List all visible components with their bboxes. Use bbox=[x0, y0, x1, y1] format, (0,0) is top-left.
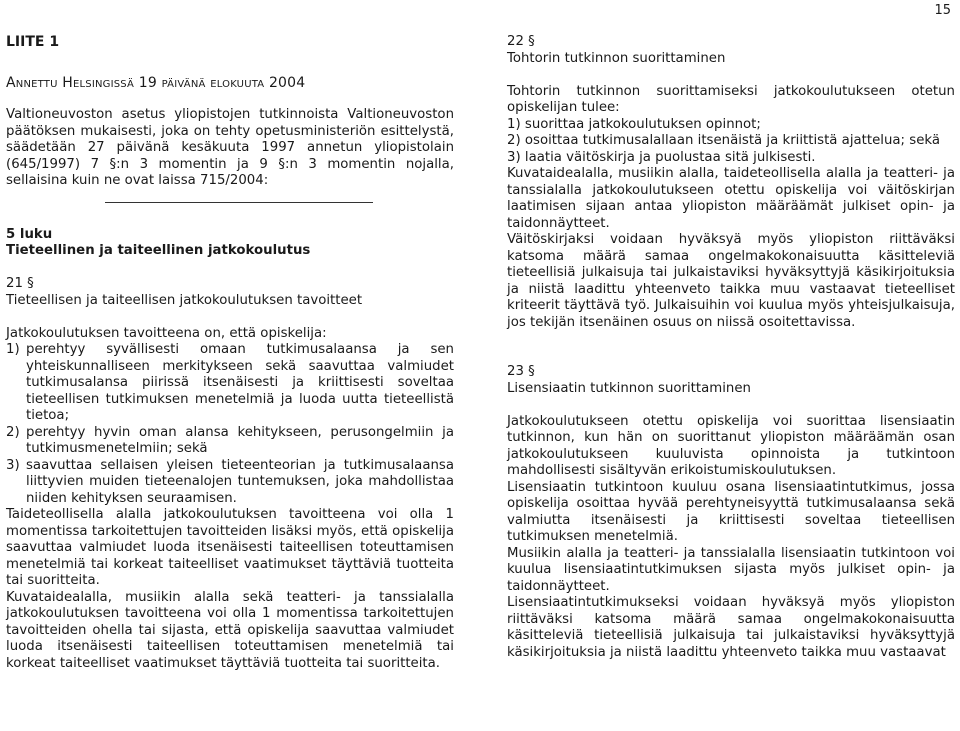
section-22-paragraph-1: Kuvataidealalla, musiikin alalla, taideteollisella alalla ja teatteri- ja tanssialalla jatkokoulutukseen otettu opiskelija voi väitöskirjan laatimisen sijaan antaa yliopiston määräämät julkiset opin- ja taidonnäytteet. bbox=[507, 166, 955, 231]
paragraph-art-industry: Taideteollisella alalla jatkokoulutuksen tavoitteena voi olla 1 momentissa tarkoitettujen tavoitteiden lisäksi myös, että opiskelija saavuttaa valmiudet luoda itsenäisesti taiteellisen toteuttamisen menetelmiä tai korkeat taiteelliset vaatimukset täyttäviä tuotteita tai suoritteita. bbox=[6, 507, 454, 588]
section-21-lead: Jatkokoulutuksen tavoitteena on, että opiskelija: bbox=[6, 325, 327, 341]
section-23-number: 23 § bbox=[507, 364, 535, 379]
list-item-number: 1) bbox=[507, 116, 521, 132]
section-23-paragraph-3: Musiikin alalla ja teatteri- ja tanssialalla lisensiaatin tutkintoon voi kuulua lisensiaatintutkimuksen sijasta myös julkiset opin- ja taidonnäytteet. bbox=[507, 545, 955, 594]
list-item-text: osoittaa tutkimusalallaan itsenäistä ja kriittistä ajattelua; sekä bbox=[524, 133, 940, 148]
section-23-title: Lisensiaatin tutkinnon suorittaminen bbox=[507, 380, 751, 396]
section-23-paragraph-1: Jatkokoulutukseen otettu opiskelija voi suorittaa lisensiaatin tutkinnon, kun hän on suorittanut yliopiston määräämän osan jatkokoulutukseen kuuluvista opinnoista ja tutkintoon mahdollisesti sisältyvän erikoistumiskoulutuksen. bbox=[507, 413, 955, 478]
issued-line: Annettu Helsingissä 19 päivänä elokuuta 2004 bbox=[6, 74, 306, 91]
list-item bbox=[6, 425, 454, 458]
list-item-text: laatia väitöskirja ja puolustaa sitä julkisesti. bbox=[524, 149, 816, 165]
list-item-text: perehtyy hyvin oman alansa kehitykseen, perusongelmiin ja tutkimusmenetelmiin; sekä bbox=[26, 424, 454, 456]
list-item-text: perehtyy syvällisesti omaan tutkimusalaansa ja sen yhteiskunnalliseen merkitykseen sekä saavuttaa valmiudet tutkimusalansa piirissä itsenäisesti ja kriittisesti soveltaa tieteellisen tutkimuksen menetelmiä ja luoda uutta tieteellistä tietoa; bbox=[26, 342, 454, 423]
list-item bbox=[507, 133, 955, 150]
list-item bbox=[6, 458, 454, 508]
chapter-title: Tieteellinen ja taiteellinen jatkokoulutus bbox=[6, 243, 311, 258]
list-item-number: 3) bbox=[507, 149, 521, 165]
list-item-number: 2) bbox=[507, 133, 521, 148]
divider-rule bbox=[105, 202, 373, 203]
left-column bbox=[6, 34, 454, 672]
section-21-list bbox=[6, 342, 454, 507]
section-22-list bbox=[507, 117, 955, 167]
chapter-number: 5 luku bbox=[6, 226, 53, 242]
section-21-number: 21 § bbox=[6, 276, 34, 291]
section-23-paragraph-2: Lisensiaatin tutkintoon kuuluu osana lisensiaatintutkimus, jossa opiskelija osoittaa hyvää perehtyneisyyttä tutkimusalaansa sekä valmiutta itsenäisesti ja kriittisesti soveltaa tieteellisen tutkimuksen menetelmiä. bbox=[507, 479, 955, 544]
right-column bbox=[507, 34, 955, 661]
paragraph-visual-arts: Kuvataidealalla, musiikin alalla sekä teatteri- ja tanssialalla jatkokoulutuksen tavoitteena voi olla 1 momentissa tarkoitettujen tavoitteiden ohella tai sijasta, että opiskelija saavuttaa valmiudet luoda itsenäisesti taiteellisen toteuttamisen menetelmiä tai korkeat taiteelliset vaatimukset täyttäviä tuotteita tai suoritteita. bbox=[6, 589, 454, 671]
section-21-title: Tieteellisen ja taiteellisen jatkokoulutuksen tavoitteet bbox=[6, 292, 363, 308]
list-item-text: saavuttaa sellaisen yleisen tieteenteorian ja tutkimusalaansa liittyvien muiden tieteenalojen tuntemuksen, joka mahdollistaa niiden kehityksen seuraamisen. bbox=[26, 457, 454, 506]
list-item-text: suorittaa jatkokoulutuksen opinnot; bbox=[524, 116, 761, 132]
section-23-paragraph-4: Lisensiaatintutkimukseksi voidaan hyväksyä myös yliopiston riittäväksi katsoma määrä samaa ongelmakokonaisuutta käsitteleviä tieteellisiä julkaisuja tai julkaistaviksi hyväksyttyjä käsikirjoituksia ja niistä laadittu yhteenveto taikka muu vastaavat bbox=[507, 595, 955, 660]
list-item-number: 1) bbox=[6, 342, 20, 357]
section-22-number: 22 § bbox=[507, 34, 535, 49]
section-22-title: Tohtorin tutkinnon suorittaminen bbox=[507, 50, 726, 66]
appendix-title: LIITE 1 bbox=[6, 34, 60, 50]
section-22-paragraph-2: Väitöskirjaksi voidaan hyväksyä myös yliopiston riittäväksi katsoma määrä samaa ongelmakokonaisuutta käsitteleviä tieteellisiä julkaisuja tai julkaistaviksi hyväksyttyjä käsikirjoituksia ja niistä laadittu yhteenveto taikka muu vastaavat tieteelliset kriteerit täyttävä työ. Julkaisuihin voi kuulua myös yhteisjulkaisuja, jos tekijän itsenäinen osuus on niissä osoitettavissa. bbox=[507, 232, 955, 330]
section-22-lead: Tohtorin tutkinnon suorittamiseksi jatkokoulutukseen otetun opiskelijan tulee: bbox=[507, 83, 955, 115]
decree-intro: Valtioneuvoston asetus yliopistojen tutkinnoista Valtioneuvoston päätöksen mukaisesti, joka on tehty opetusministeriön esittelystä, säädetään 27 päivänä kesäkuuta 1997 annetun yliopistolain (645/1997) 7 §:n 3 momentin ja 9 §:n 3 momentin nojalla, sellaisina kuin ne ovat laissa 715/2004: bbox=[6, 107, 454, 188]
list-item bbox=[507, 117, 955, 134]
list-item bbox=[6, 342, 454, 425]
list-item-number: 2) bbox=[6, 424, 20, 440]
list-item bbox=[507, 150, 955, 167]
page-number: 15 bbox=[934, 3, 951, 18]
list-item-number: 3) bbox=[6, 457, 20, 473]
